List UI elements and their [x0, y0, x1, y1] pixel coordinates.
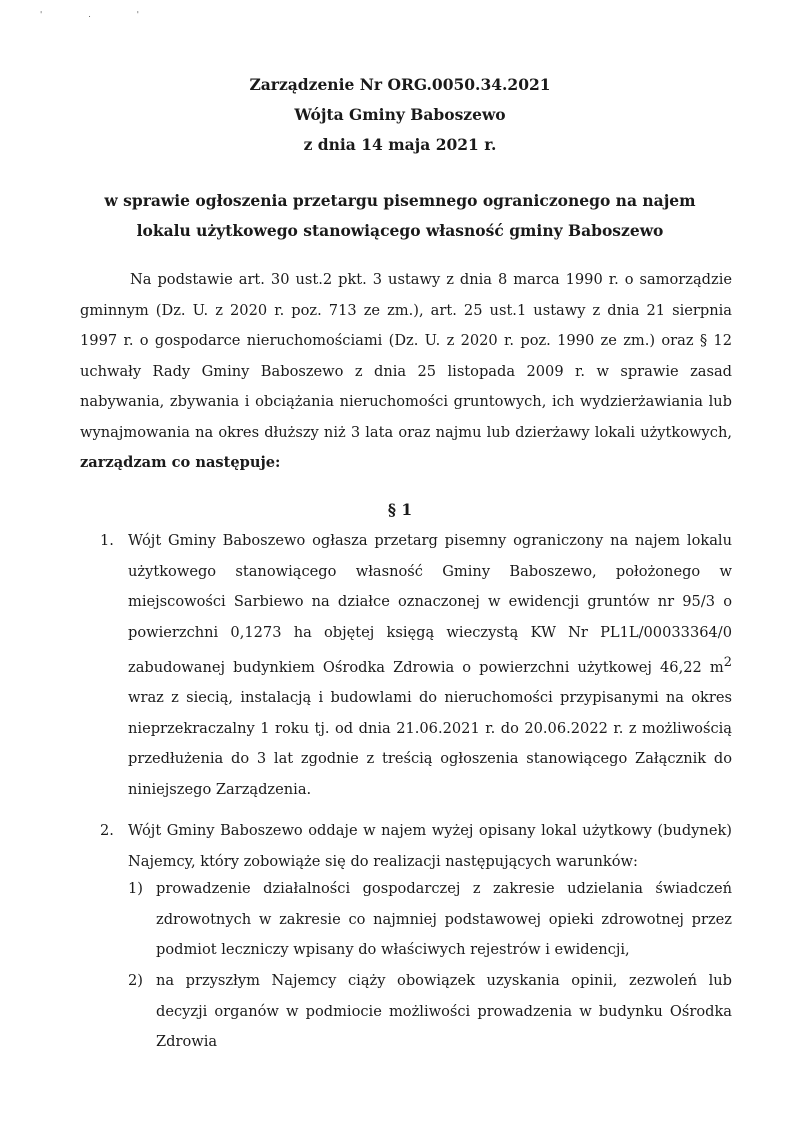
section-mark: § 1	[387, 500, 413, 519]
list-item-text-part: Wójt Gminy Baboszewo ogłasza przetarg pisemny ograniczony na najem lokalu użytkowego stanowiącego własność Gminy Baboszewo, położonego w miejscowości Sarbiewo na działce oznaczonej w ewidencji gruntów nr 95/3 o powierzchni 0,1273 ha objętej księgą wieczystą KW Nr PL1L/00033364/0 zabudowanej budynkiem Ośrodka Zdrowia o powierzchni użytkowej 46,22 m	[128, 532, 732, 676]
decree-number: Zarządzenie Nr ORG.0050.34.2021	[249, 75, 551, 94]
sub-list-item-text: prowadzenie działalności gospodarczej z zakresie udzielania świadczeń zdrowotnych w zakresie co najmniej podstawowej opieki zdrowotnej przez podmiot leczniczy wpisany do właściwych rejestrów i ewidencji,	[156, 880, 732, 958]
sub-list-item-number: 2)	[128, 972, 143, 989]
subject-line-2: lokalu użytkowego stanowiącego własność gminy Baboszewo	[136, 221, 664, 240]
list-item	[100, 526, 732, 805]
list-item-text	[128, 526, 732, 805]
sub-list-item	[128, 966, 732, 1058]
scan-specks	[40, 10, 185, 19]
list-item-number: 2.	[100, 822, 114, 839]
document-header	[0, 70, 800, 160]
scan-speck: '	[40, 10, 43, 19]
list-item-number: 1.	[100, 532, 114, 549]
list-item-text-part: wraz z siecią, instalacją i budowlami do nieruchomości przypisanymi na okres nieprzekraczalny 1 roku tj. od dnia 21.06.2021 r. do 20.06.2022 r. z możliwością przedłużenia do 3 lat zgodnie z treścią ogłoszenia stanowiącego Załącznik do niniejszego Zarządzenia.	[128, 689, 732, 798]
legal-basis-text: Na podstawie art. 30 ust.2 pkt. 3 ustawy z dnia 8 marca 1990 r. o samorządzie gminnym (Dz. U. z 2020 r. poz. 713 ze zm.), art. 25 ust.1 ustawy z dnia 21 sierpnia 1997 r. o gospodarce nieruchomościami (Dz. U. z 2020 r. poz. 1990 ze zm.) oraz § 12 uchwały Rady Gminy Baboszewo z dnia 25 listopada 2009 r. w sprawie zasad nabywania, zbywania i obciążania nieruchomości gruntowych, ich wydzierżawiania lub wynajmowania na okres dłuższy niż 3 lata oraz najmu lub dzierżawy lokali użytkowych,	[80, 271, 732, 441]
scan-speck: '	[136, 10, 139, 19]
document-subject	[0, 186, 800, 246]
sub-list-item	[128, 874, 732, 966]
list-item	[100, 816, 732, 877]
sub-list-item-number: 1)	[128, 880, 143, 897]
decree-date: z dnia 14 maja 2021 r.	[303, 135, 497, 154]
decree-phrase: zarządzam co następuje:	[80, 454, 281, 471]
sub-list-item-text: na przyszłym Najemcy ciąży obowiązek uzyskania opinii, zezwoleń lub decyzji organów w podmiocie możliwości prowadzenia w budynku Ośrodka Zdrowia	[156, 972, 732, 1050]
scan-speck: .	[88, 10, 91, 19]
legal-basis-paragraph	[80, 265, 732, 479]
subject-line-1: w sprawie ogłoszenia przetargu pisemnego ograniczonego na najem	[104, 191, 696, 210]
superscript: 2	[723, 655, 732, 670]
issuer: Wójta Gminy Baboszewo	[294, 105, 506, 124]
list-item-text: Wójt Gminy Baboszewo oddaje w najem wyżej opisany lokal użytkowy (budynek) Najemcy, który zobowiąże się do realizacji następujących warunków:	[128, 822, 732, 870]
